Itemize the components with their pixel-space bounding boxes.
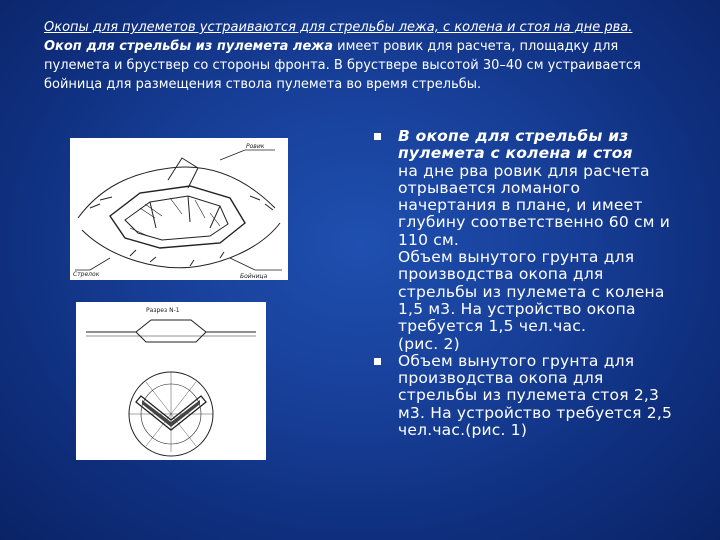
bullet-marker [374,133,381,140]
intro-text [44,18,684,94]
bullet-1-line-3: (рис. 2) [398,334,460,353]
fig2-label: Разрез N-1 [146,307,180,314]
bullet-item-1 [366,128,682,353]
bullet-1-line-1: на дне рва ровик для расчета отрывается ломаного начертания в плане, и имеет глубину соответственно 60 см и 110 см. [398,161,671,249]
fig1-label-2: Стрелок [73,271,100,278]
intro-title: Окопы для пулеметов устраиваются для стрельбы лежа, с колена и стоя на дне рва. [44,20,633,35]
bullet-1-line-2: Объем вынутого грунта для производства окопа для стрельбы из пулемета с колена 1,5 м3. На устройство окопа требуется 1,5 чел.час. [398,248,665,336]
bullet-1-heading: В окопе для стрельбы из пулемета с колена и стоя [398,127,633,163]
bullet-marker [374,358,381,365]
bullet-list [366,128,682,439]
figure-trench-plan [76,302,266,460]
figure-trench-perspective [70,138,288,280]
bullet-2-line-1: Объем вынутого грунта для производства окопа для стрельбы из пулемета стоя 2,3 м3. На устройство требуется 2,5 чел.час.(рис. 1) [398,351,673,440]
bullet-item-2 [366,353,682,439]
fig1-label-1: Ровик [246,143,265,150]
intro-lead: Окоп для стрельбы из пулемета лежа [44,39,333,54]
intro-body: имеет ровик для расчета, площадку для пулемета и бруствер со стороны фронта. В бруствере высотой 30–40 см устраивается бойница для размещения ствола пулемета во время стрельбы. [44,39,641,92]
fig1-label-3: Бойница [240,273,268,280]
